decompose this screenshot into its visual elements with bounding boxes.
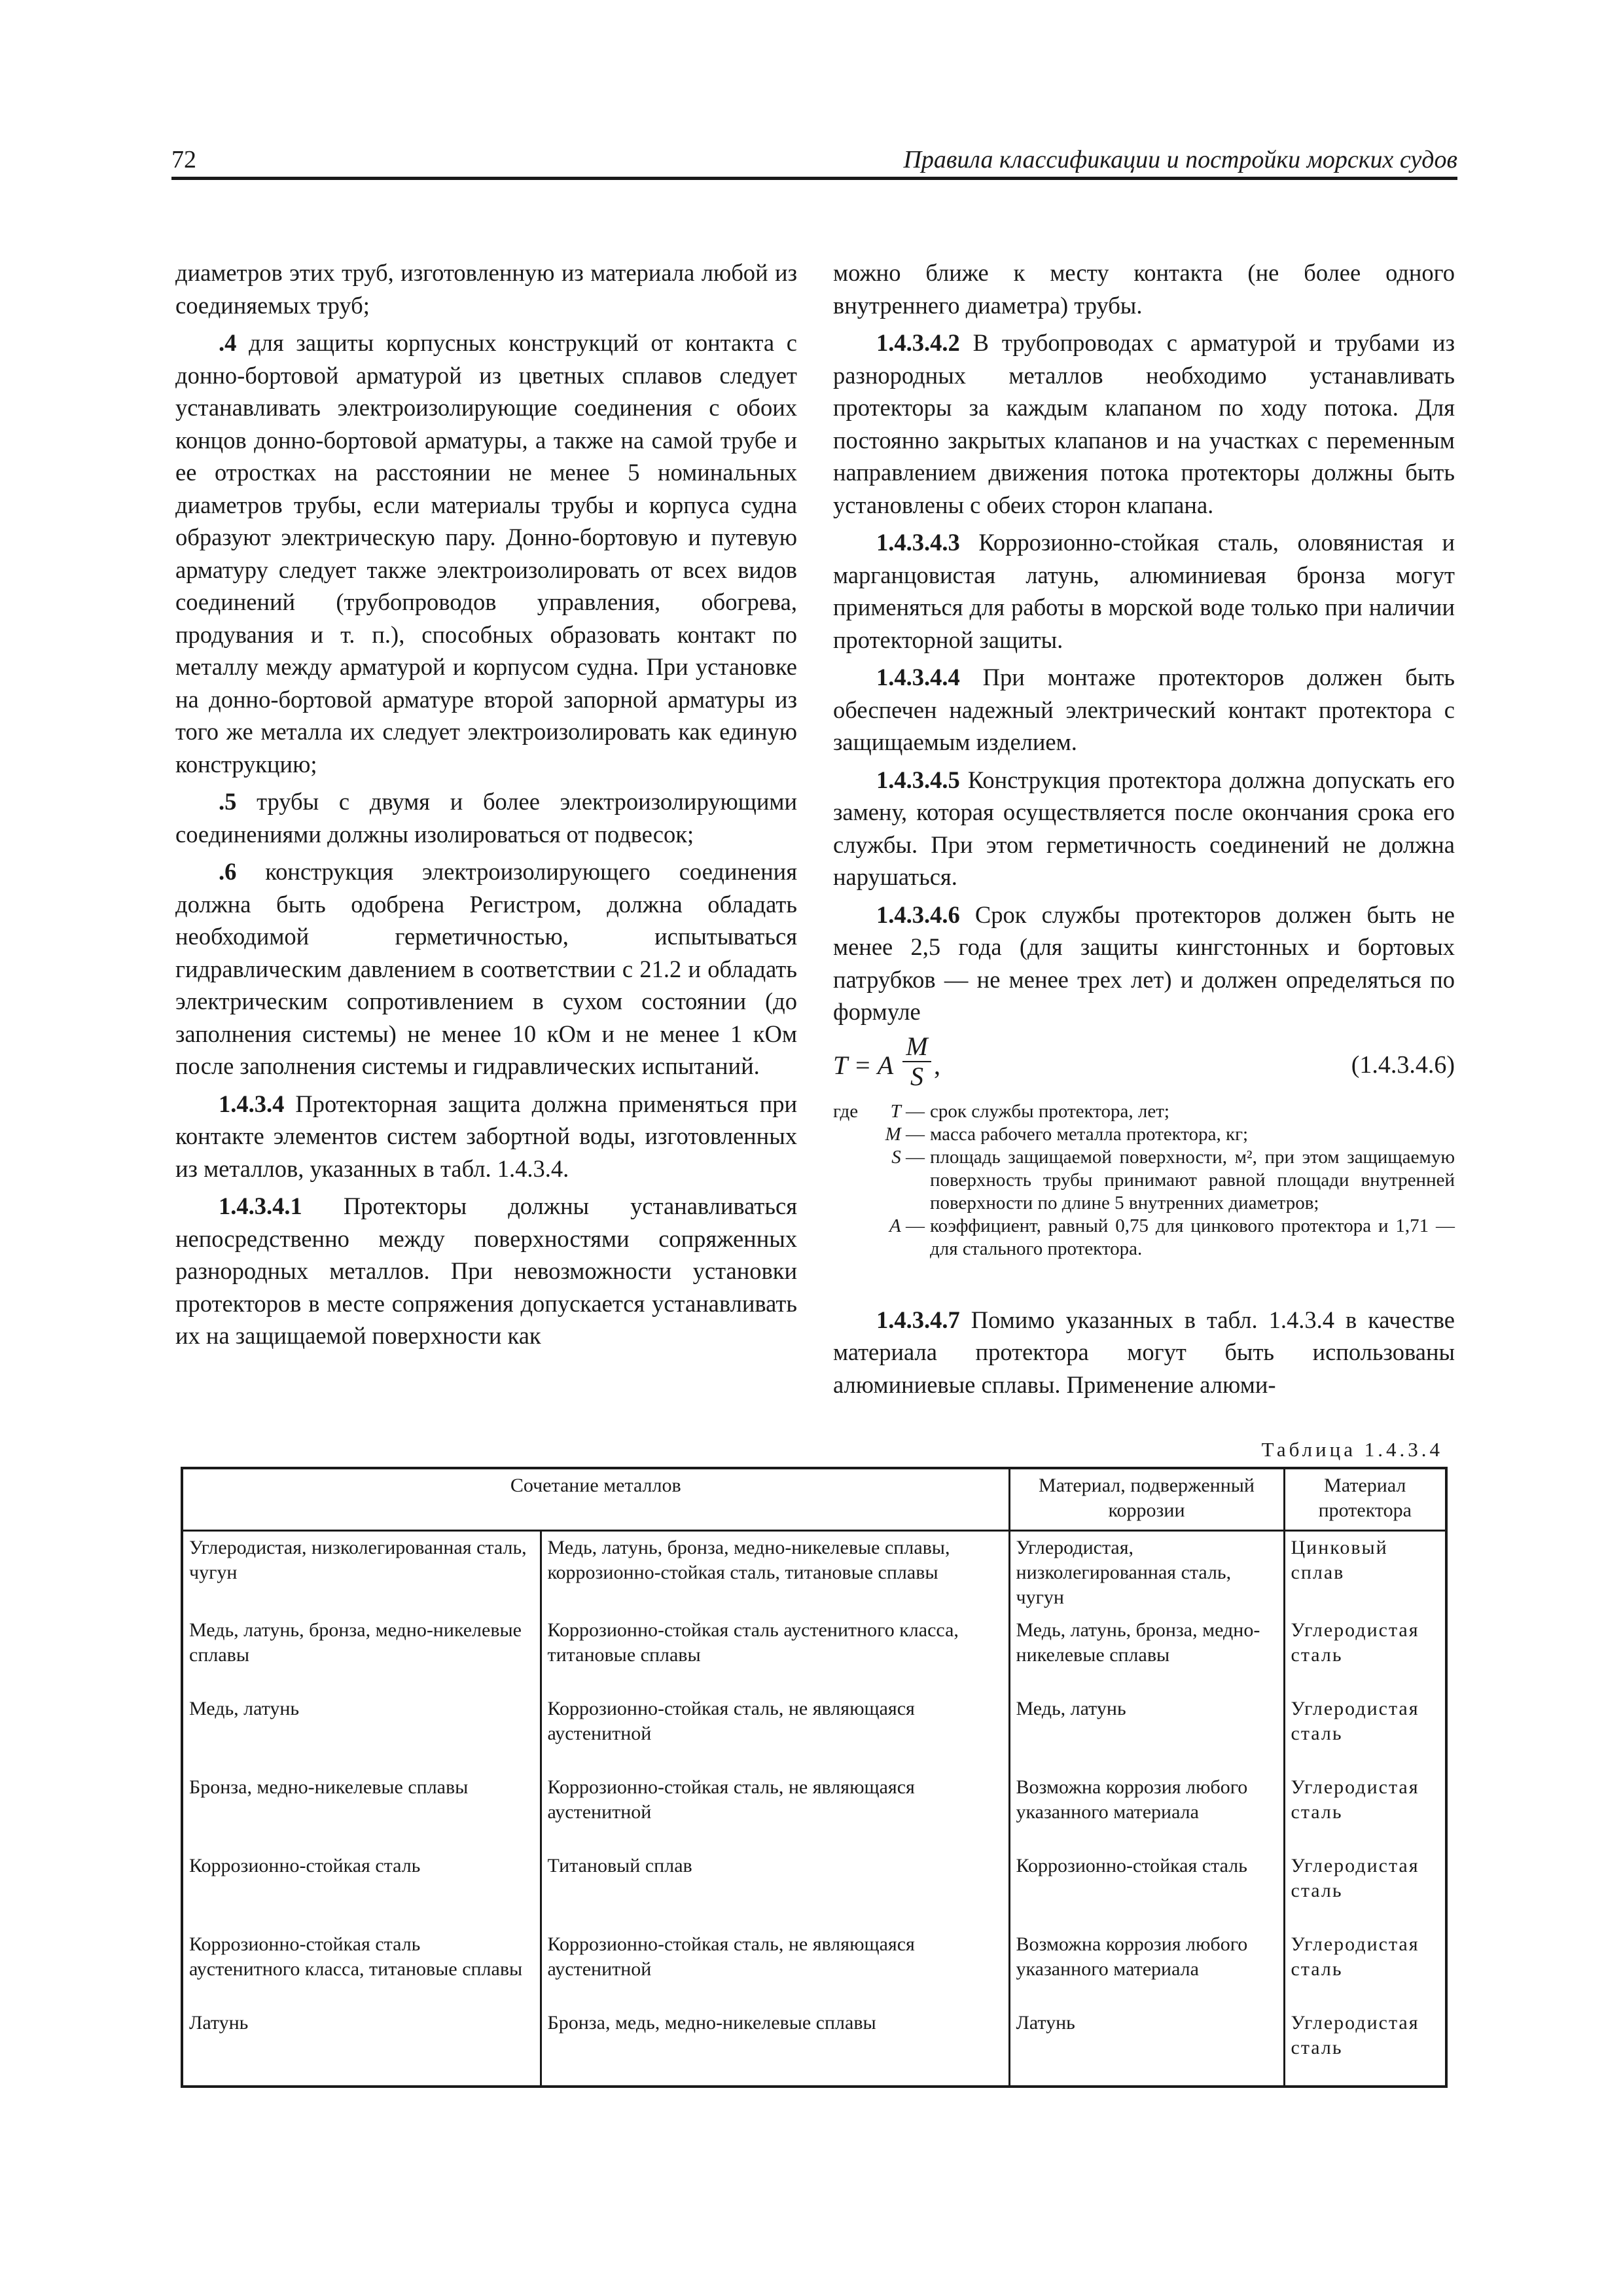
protector-material-cell: Углеродистая сталь [1284, 2007, 1446, 2087]
header-corroded: Материал, подверженный коррозии [1009, 1468, 1284, 1531]
legend-item: S — площадь защищаемой поверхности, м², при этом защищаемую поверхность трубы принимают равной площади внутренней поверхности по длине 5 внутренних диаметров; [891, 1146, 1455, 1213]
metal-2-cell: Медь, латунь, бронза, медно-никелевые сплавы, коррозионно-стойкая сталь, титановые сплавы [541, 1531, 1009, 1615]
legend-symbol: A [889, 1215, 901, 1236]
metal-2-cell: Коррозионно-стойкая сталь, не являющаяся аустенитной [541, 1693, 1009, 1771]
legend-symbol: S [891, 1146, 901, 1168]
table-row [182, 1928, 1446, 2007]
paragraph: .4 для защиты корпусных конструкций от контакта с донно-бортовой арматурой из цветных сплавов следует устанавливать электроизолирующие соединения с обоих концов донно-бортовой арматуры, а также на самой трубе и ее отростках на расстоянии не менее 5 номинальных диаметров трубы, если материалы трубы и корпуса судна образуют электрическую пару. Донно-бортовую и путевую арматуру следует также электроизолировать от всех видов соединений (трубопроводов управления, обогрева, продувания и т. п.), способных образовать контакт по металлу между арматурой и корпусом судна. При установке на донно-бортовой арматуре второй запорной арматуры из того же металла их следует электроизолировать как единую конструкцию; [175, 329, 797, 778]
table-header-row [182, 1468, 1446, 1531]
legend-where: где [833, 1100, 859, 1122]
metal-2-cell: Бронза, медь, медно-никелевые сплавы [541, 2007, 1009, 2087]
formula-numerator: M [902, 1032, 931, 1062]
formula [833, 1032, 1455, 1095]
metal-2-cell: Титановый сплав [541, 1850, 1009, 1928]
metal-1-cell: Латунь [182, 2007, 541, 2087]
protector-material-cell: Углеродистая сталь [1284, 1771, 1446, 1850]
paragraph: 1.4.3.4.1 Протекторы должны устанавливаться непосредственно между поверхностями сопряженных разнородных металлов. При невозможности установки протекторов в месте сопряжения допускается устанавливать их на защищаемой поверхности как [175, 1193, 797, 1349]
metal-1-cell: Бронза, медно-никелевые сплавы [182, 1771, 541, 1850]
metal-1-cell: Медь, латунь [182, 1693, 541, 1771]
table-row [182, 1850, 1446, 1928]
legend-text: площадь защищаемой поверхности, м², при этом защищаемую поверхность трубы принимают равной площади внутренней поверхности по длине 5 внутренних диаметров; [930, 1146, 1455, 1213]
protector-material-cell: Цинковый сплав [1284, 1531, 1446, 1615]
metals-table [181, 1467, 1448, 2088]
legend-item: M — масса рабочего металла протектора, кг; [833, 1123, 1455, 1146]
legend-symbol: T [890, 1100, 901, 1122]
right-column [833, 257, 1455, 1401]
table-row [182, 1771, 1446, 1850]
paragraph: 1.4.3.4.7 Помимо указанных в табл. 1.4.3.4 в качестве материала протектора могут быть использованы алюминиевые сплавы. Применение алюми- [833, 1306, 1455, 1398]
metal-1-cell: Коррозионно-стойкая сталь [182, 1850, 541, 1928]
formula-fraction [902, 1032, 931, 1091]
metal-2-cell: Коррозионно-стойкая сталь аустенитного класса, титановые сплавы [541, 1614, 1009, 1693]
legend-symbol: M [885, 1123, 901, 1145]
metal-1-cell: Углеродистая, низколегированная сталь, чугун [182, 1531, 541, 1615]
legend-item: A — коэффициент, равный 0,75 для цинкового протектора и 1,71 — для стального протектора. [889, 1215, 1455, 1259]
paragraph: 1.4.3.4.5 Конструкция протектора должна допускать его замену, которая осуществляется после окончания срока его службы. При этом герметичность соединений не должна нарушаться. [833, 766, 1455, 890]
metal-2-cell: Коррозионно-стойкая сталь, не являющаяся аустенитной [541, 1771, 1009, 1850]
page-number: 72 [171, 146, 196, 173]
corroded-material-cell: Коррозионно-стойкая сталь [1009, 1850, 1284, 1928]
corroded-material-cell: Возможна коррозия любого указанного материала [1009, 1771, 1284, 1850]
legend-text: коэффициент, равный 0,75 для цинкового протектора и 1,71 — для стального протектора. [930, 1215, 1455, 1259]
metal-2-cell: Коррозионно-стойкая сталь, не являющаяся аустенитной [541, 1928, 1009, 2007]
legend-item: T — срок службы протектора, лет; [833, 1100, 1455, 1123]
paragraph: .5 трубы с двумя и более электроизолирующими соединениями должны изолироваться от подвесок; [175, 788, 797, 848]
corroded-material-cell: Возможна коррозия любого указанного материала [1009, 1928, 1284, 2007]
header-protector: Материал протектора [1284, 1468, 1446, 1531]
table-row [182, 2007, 1446, 2087]
protector-material-cell: Углеродистая сталь [1284, 1850, 1446, 1928]
table-caption: Таблица 1.4.3.4 [1261, 1438, 1443, 1461]
protector-material-cell: Углеродистая сталь [1284, 1693, 1446, 1771]
formula-comma: , [934, 1050, 940, 1080]
formula-legend [833, 1100, 1455, 1261]
table-row [182, 1531, 1446, 1615]
formula-denominator: S [910, 1061, 923, 1091]
formula-lhs: T = A [833, 1050, 894, 1080]
corroded-material-cell: Медь, латунь, бронза, медно-никелевые сплавы [1009, 1614, 1284, 1693]
corroded-material-cell: Медь, латунь [1009, 1693, 1284, 1771]
paragraph: 1.4.3.4.2 В трубопроводах с арматурой и трубами из разнородных металлов необходимо устанавливать протекторы за каждым клапаном по ходу потока. Для постоянно закрытых клапанов и на участках с переменным направлением движения потока протекторы должны быть установлены с обеих сторон клапана. [833, 329, 1455, 518]
left-column [175, 257, 797, 1352]
protector-material-cell: Углеродистая сталь [1284, 1928, 1446, 2007]
corroded-material-cell: Углеродистая, низколегированная сталь, чугун [1009, 1531, 1284, 1615]
legend-text: масса рабочего металла протектора, кг; [930, 1123, 1249, 1145]
paragraph: 1.4.3.4.4 При монтаже протекторов должен быть обеспечен надежный электрический контакт протектора с защищаемым изделием. [833, 664, 1455, 755]
table-row [182, 1614, 1446, 1693]
paragraph: диаметров этих труб, изготовленную из материала любой из соединяемых труб; [175, 259, 797, 319]
formula-number: (1.4.3.4.6) [1351, 1050, 1455, 1079]
protector-material-cell: Углеродистая сталь [1284, 1614, 1446, 1693]
paragraph: 1.4.3.4 Протекторная защита должна применяться при контакте элементов систем забортной воды, изготовленных из металлов, указанных в табл. 1.4.3.4. [175, 1090, 797, 1182]
metal-1-cell: Коррозионно-стойкая сталь аустенитного класса, титановые сплавы [182, 1928, 541, 2007]
legend-text: срок службы протектора, лет; [930, 1100, 1169, 1122]
table-row [182, 1693, 1446, 1771]
paragraph: .6 конструкция электроизолирующего соединения должна быть одобрена Регистром, должна обладать необходимой герметичностью, испытываться гидравлическим давлением в соответствии с 21.2 и обладать электрическим сопротивлением в сухом состоянии (до заполнения системы) не менее 10 кОм и не менее 1 кОм после заполнения системы и гидравлических испытаний. [175, 858, 797, 1079]
page-header [171, 145, 1457, 179]
header-rule [171, 177, 1457, 180]
metal-1-cell: Медь, латунь, бронза, медно-никелевые сплавы [182, 1614, 541, 1693]
header-combination: Сочетание металлов [182, 1468, 1009, 1531]
corroded-material-cell: Латунь [1009, 2007, 1284, 2087]
running-title: Правила классификации и постройки морских судов [903, 146, 1457, 173]
paragraph: 1.4.3.4.3 Коррозионно-стойкая сталь, оловянистая и марганцовистая латунь, алюминиевая бронза могут применяться для работы в морской воде только при наличии протекторной защиты. [833, 529, 1455, 653]
paragraph: 1.4.3.4.6 Срок службы протекторов должен быть не менее 2,5 года (для защиты кингстонных и бортовых патрубков — не менее трех лет) и должен определяться по формуле [833, 901, 1455, 1025]
paragraph: можно ближе к месту контакта (не более одного внутреннего диаметра) трубы. [833, 259, 1455, 319]
